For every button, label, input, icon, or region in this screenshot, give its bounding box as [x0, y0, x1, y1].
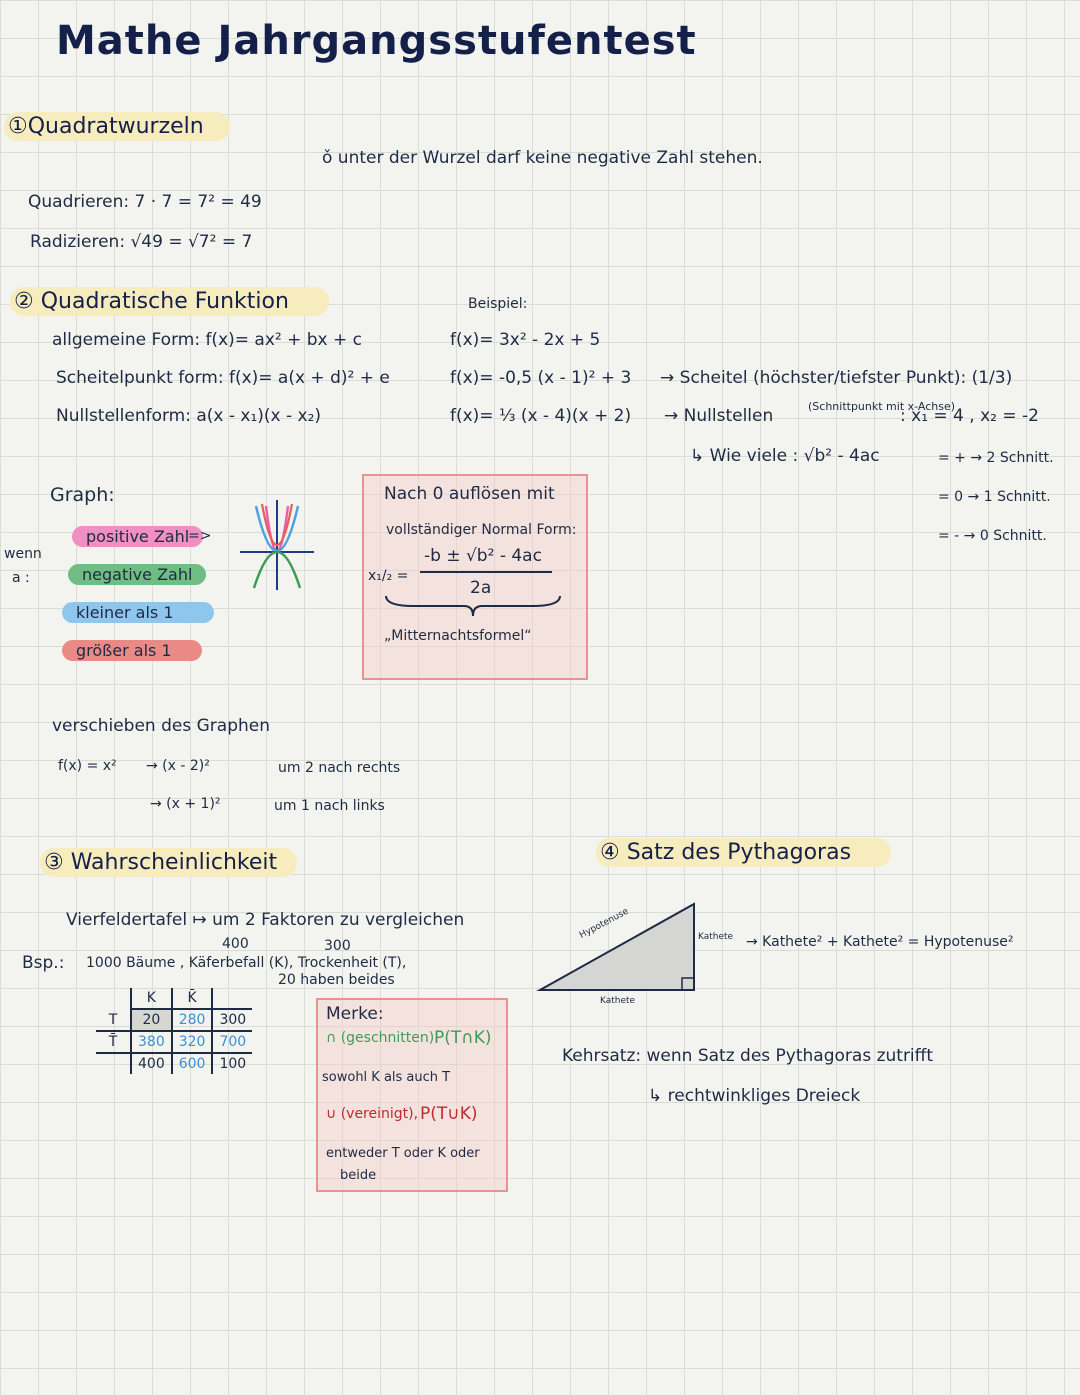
merke-both-note: sowohl K als auch T: [322, 1070, 451, 1085]
col-not-k: K̄: [172, 988, 213, 1009]
count-300: 300: [324, 938, 351, 954]
pill-positive: positive Zahl: [72, 526, 203, 547]
table-cell: 20: [131, 1009, 172, 1031]
merke-both-word: beide: [340, 1168, 377, 1183]
four-field-table: [96, 988, 252, 1074]
table-header-row: [96, 988, 252, 1009]
table-cell: 320: [172, 1031, 213, 1053]
wenn-label: wenn: [4, 546, 42, 562]
shift-left: → (x + 1)²: [150, 796, 221, 812]
example-3-paren: (Schnittpunkt mit x-Achse): [808, 400, 956, 413]
table-cell: 380: [131, 1031, 172, 1053]
row-label: T: [96, 1009, 131, 1031]
example-3-note: → Nullstellen: [664, 406, 774, 426]
both-note: 20 haben beides: [278, 972, 395, 988]
table-cell: 100: [212, 1053, 252, 1074]
parabola-sketch: [236, 496, 318, 592]
pill-smaller: kleiner als 1: [62, 602, 214, 623]
box-title: Nach 0 auflösen mit: [384, 484, 555, 504]
root-line: Radizieren: √49 = √7² = 7: [30, 232, 253, 252]
zeros-form: Nullstellenform: a(x - x₁)(x - x₂): [56, 406, 322, 426]
col-total: [212, 988, 252, 1009]
section-2-heading: ② Quadratische Funktion: [10, 287, 329, 316]
leg-label-vertical: Kathete: [698, 932, 734, 942]
table-row: [96, 1031, 252, 1053]
table-cell: 600: [172, 1053, 213, 1074]
box-denominator: 2a: [470, 578, 492, 598]
table-row: [96, 1053, 252, 1074]
result-minus: = - → 0 Schnitt.: [938, 528, 1047, 544]
prob-example: 1000 Bäume , Käferbefall (K), Trockenheit (T),: [86, 955, 407, 971]
pill-bigger: größer als 1: [62, 640, 202, 661]
example-3: f(x)= ⅓ (x - 4)(x + 2): [450, 406, 632, 426]
example-3-values: : x₁ = 4 , x₂ = -2: [900, 406, 1039, 426]
col-k: K: [131, 988, 172, 1009]
root-note: ǒ unter der Wurzel darf keine negative Zahl stehen.: [322, 148, 763, 168]
shift-base: f(x) = x²: [58, 758, 117, 774]
table-row: [96, 1009, 252, 1031]
count-400: 400: [222, 936, 249, 952]
row-label: [96, 1053, 131, 1074]
pythagoras-formula: → Kathete² + Kathete² = Hypotenuse²: [746, 934, 1014, 950]
example-label: Beispiel:: [468, 296, 528, 312]
table-cell: 300: [212, 1009, 252, 1031]
underbrace: [384, 594, 562, 618]
result-plus: = + → 2 Schnitt.: [938, 450, 1054, 466]
merke-either-note: entweder T oder K oder: [326, 1146, 480, 1161]
page-title: Mathe Jahrgangsstufentest: [56, 18, 697, 64]
box-x: x₁/₂ =: [368, 568, 409, 584]
general-form: allgemeine Form: f(x)= ax² + bx + c: [52, 330, 363, 350]
merke-p-union: P(T∪K): [420, 1104, 478, 1124]
shift-right: → (x - 2)²: [146, 758, 210, 774]
table-cell: 700: [212, 1031, 252, 1053]
section-3-heading: ③ Wahrscheinlichkeit: [40, 848, 297, 877]
shift-right-note: um 2 nach rechts: [278, 760, 401, 776]
prob-intro: Vierfeldertafel ↦ um 2 Faktoren zu vergleichen: [66, 910, 465, 930]
square-line: Quadrieren: 7 · 7 = 7² = 49: [28, 192, 262, 212]
example-2: f(x)= -0,5 (x - 1)² + 3: [450, 368, 632, 388]
converse-result: ↳ rechtwinkliges Dreieck: [648, 1086, 861, 1106]
merke-title: Merke:: [326, 1004, 384, 1024]
shift-title: verschieben des Graphen: [52, 716, 270, 736]
table-cell: 400: [131, 1053, 172, 1074]
fraction-bar: [420, 571, 552, 573]
merke-p-intersection: P(T∩K): [434, 1028, 492, 1048]
pill-positive-arrow: =>: [188, 528, 212, 544]
how-many-line: ↳ Wie viele : √b² - 4ac: [690, 446, 880, 466]
pill-negative: negative Zahl: [68, 564, 206, 585]
vertex-form: Scheitelpunkt form: f(x)= a(x + d)² + e: [56, 368, 390, 388]
merke-intersection: ∩ (geschnitten): [326, 1030, 435, 1046]
row-label: T̄: [96, 1031, 131, 1053]
table-cell: 280: [172, 1009, 213, 1031]
merke-union: ∪ (vereinigt),: [326, 1106, 419, 1122]
bsp-label: Bsp.:: [22, 953, 65, 973]
shift-left-note: um 1 nach links: [274, 798, 385, 814]
example-1: f(x)= 3x² - 2x + 5: [450, 330, 601, 350]
box-formula-name: „Mitternachtsformel“: [384, 628, 532, 644]
section-1-heading: ①Quadratwurzeln: [4, 112, 230, 141]
graph-label: Graph:: [50, 484, 115, 506]
hypotenuse-label: Hypotenuse: [578, 906, 631, 941]
result-zero: = 0 → 1 Schnitt.: [938, 489, 1051, 505]
box-numerator: -b ± √b² - 4ac: [424, 546, 542, 566]
converse-line: Kehrsatz: wenn Satz des Pythagoras zutrifft: [562, 1046, 934, 1066]
section-4-heading: ④ Satz des Pythagoras: [596, 838, 891, 867]
box-subtitle: vollständiger Normal Form:: [386, 522, 577, 538]
leg-label-horizontal: Kathete: [600, 996, 636, 1006]
a-label: a :: [12, 570, 30, 586]
example-2-note: → Scheitel (höchster/tiefster Punkt): (1/3): [660, 368, 1013, 388]
